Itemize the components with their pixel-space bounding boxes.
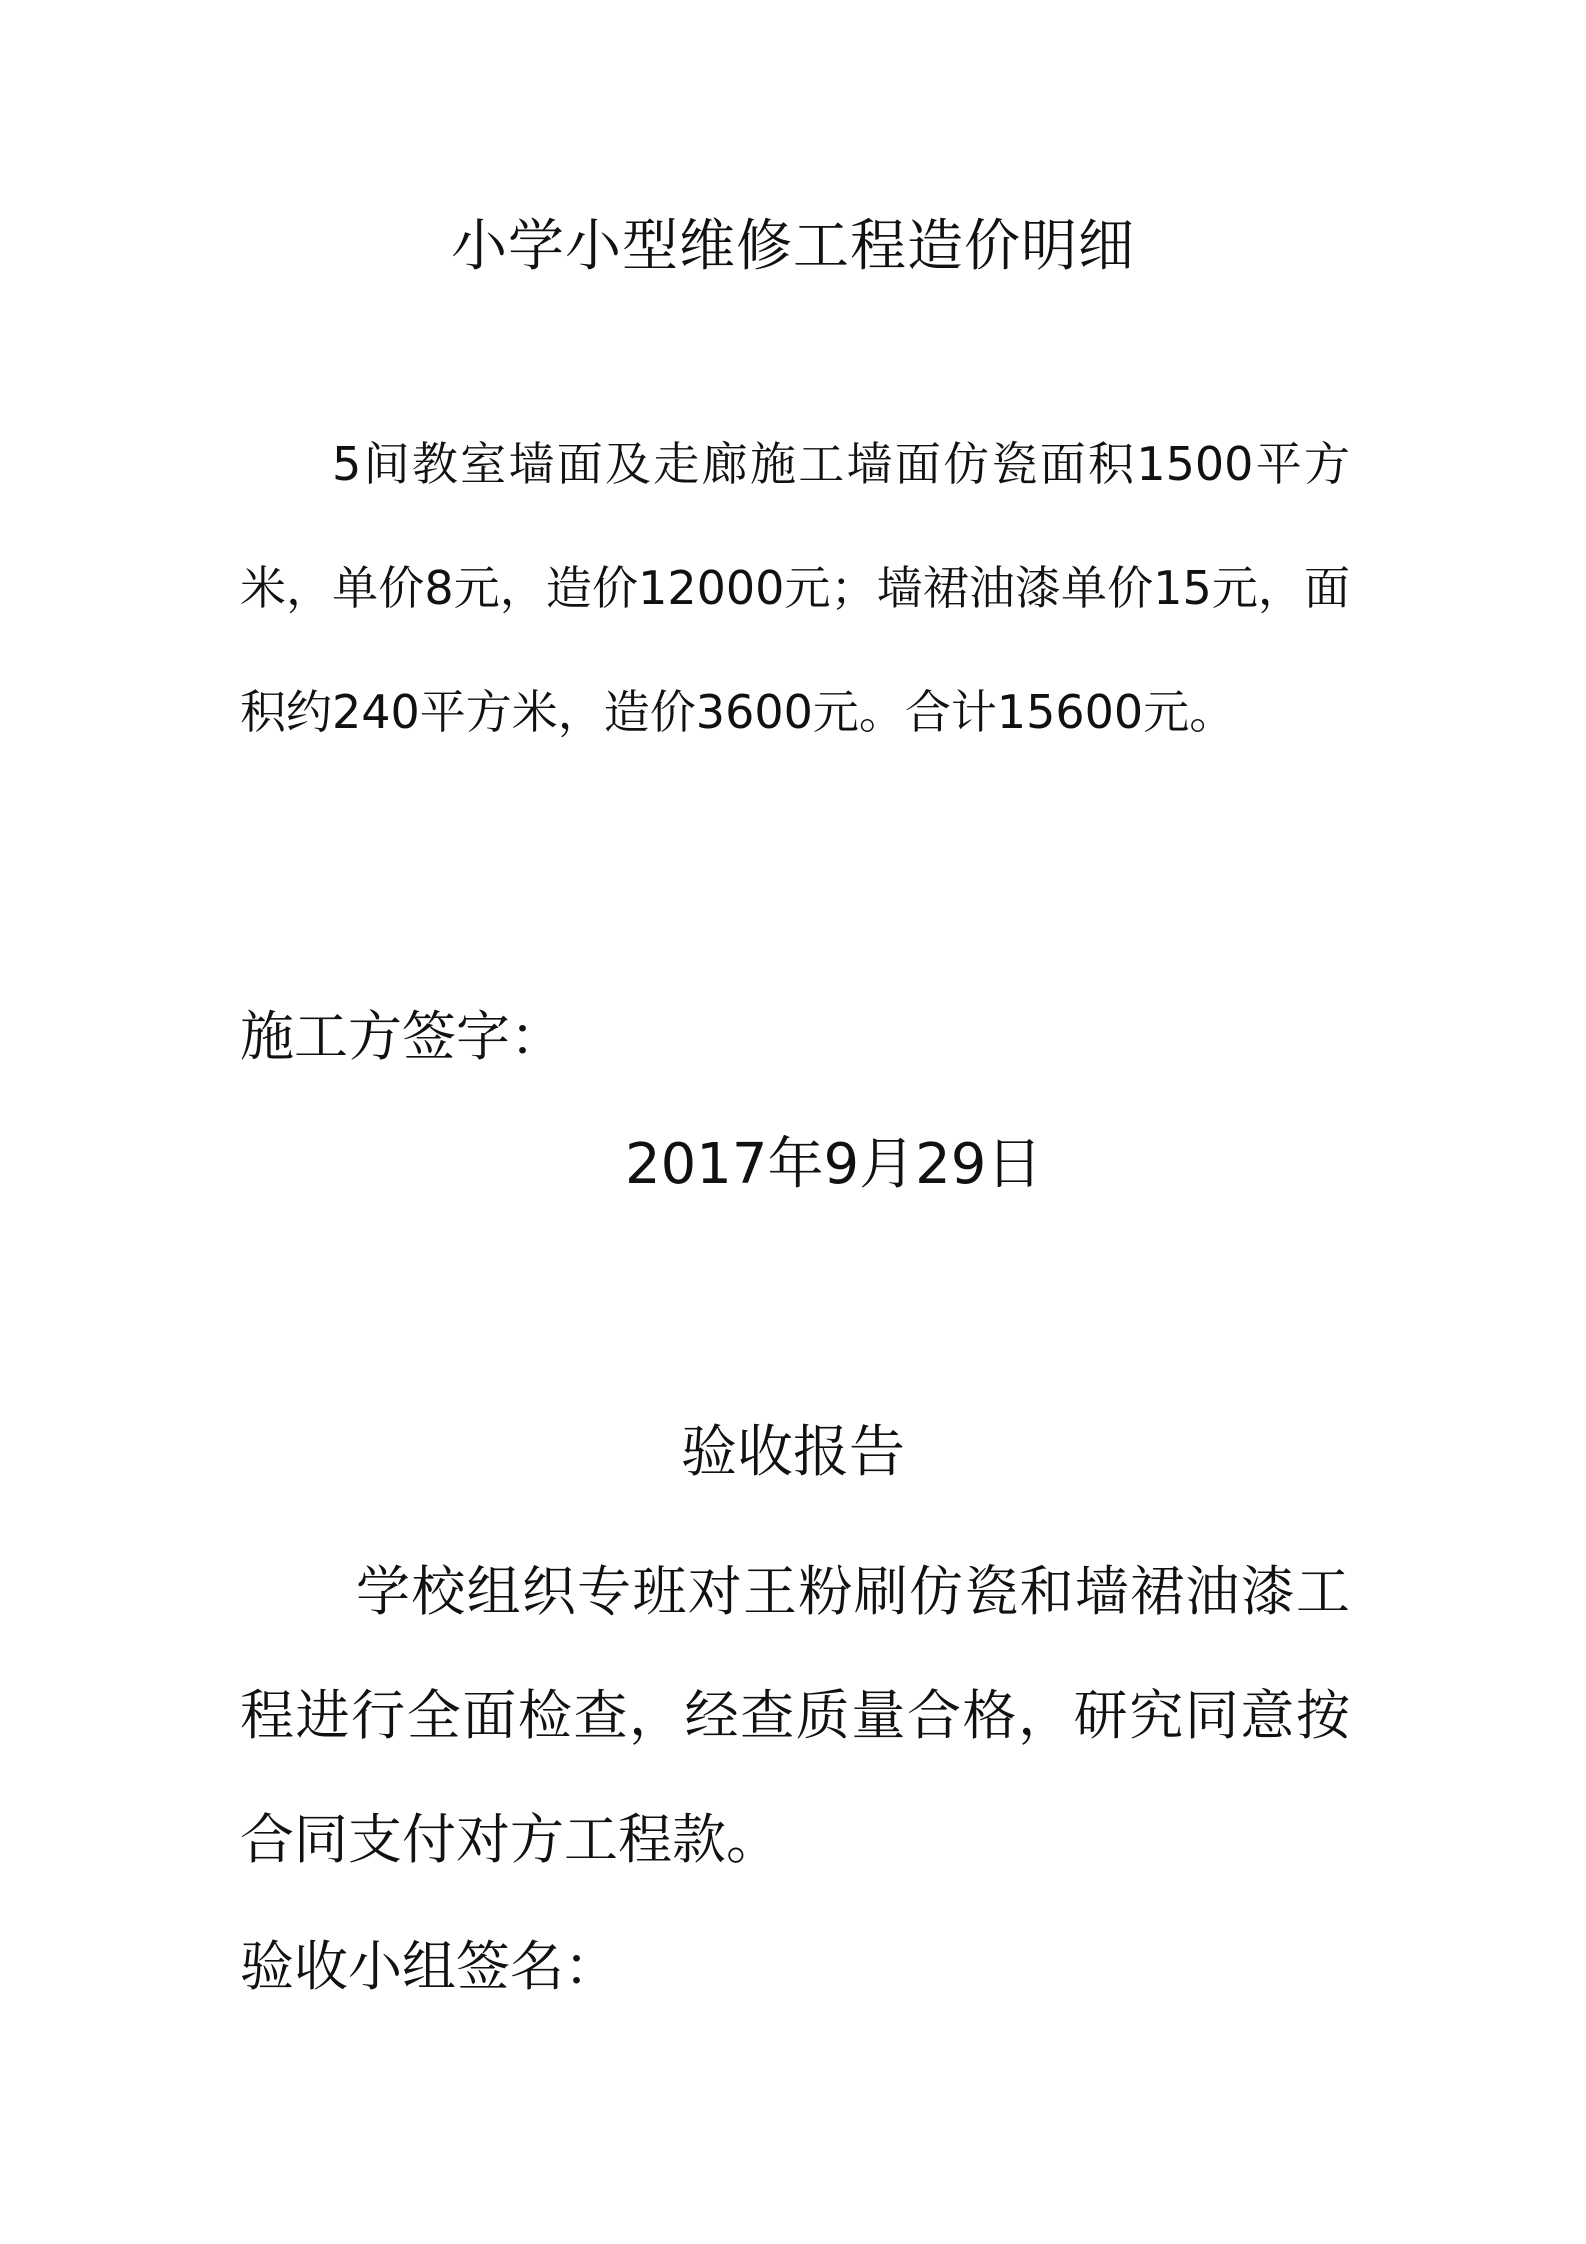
contractor-signature-label: 施工方签字： [240, 1005, 564, 1068]
document-title: 小学小型维修工程造价明细 [451, 214, 1135, 279]
acceptance-group-signature-label: 验收小组签名： [240, 1935, 618, 1998]
acceptance-report-title: 验收报告 [681, 1420, 905, 1485]
cost-detail-paragraph: 5间教室墙面及走廊施工墙面仿瓷面积1500平方米，单价8元，造价12000元；墙裙油漆单价15元，面积约240平方米，造价3600元。合计15600元。 [240, 437, 1350, 739]
document-date: 2017年9月29日 [625, 1132, 1043, 1197]
acceptance-report-paragraph: 学校组织专班对王粉刷仿瓷和墙裙油漆工程进行全面检查，经查质量合格，研究同意按合同支付对方工程款。 [240, 1560, 1350, 1871]
